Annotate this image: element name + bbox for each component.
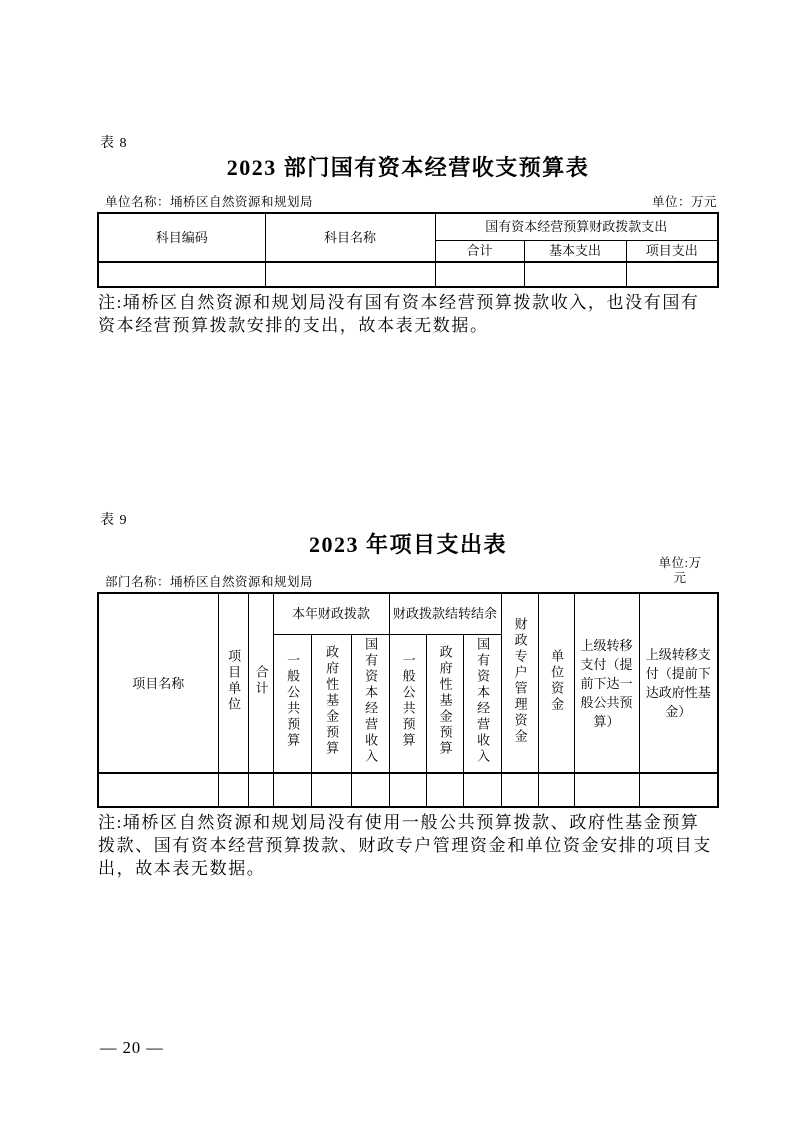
- table8-header-row-1: [98, 213, 718, 240]
- table9-col-current-gov-fund-label: 政府性基金预算: [324, 645, 340, 758]
- table8-col-subject-name: 科目名称: [265, 213, 435, 262]
- table9-empty-cell: [218, 773, 248, 807]
- table9-empty-cell: [574, 773, 639, 807]
- table9-col-total-label: 合计: [253, 665, 269, 697]
- table8-info-line: [105, 192, 717, 210]
- table9-empty-cell: [351, 773, 389, 807]
- table8-col-total: 合计: [435, 240, 524, 262]
- table9-empty-cell: [426, 773, 463, 807]
- table8-empty-cell: [524, 262, 626, 287]
- table9-col-transfer-gov-fund: [639, 593, 718, 773]
- table9-col-carryover-state-capital: [463, 634, 501, 773]
- table9-empty-cell: [98, 773, 218, 807]
- table9-col-transfer-general-label: 上级转移支付（提前下达一般公共预算）: [580, 637, 633, 729]
- table9-col-carryover-state-capital-label: 国有资本经营收入: [475, 637, 491, 766]
- table9-empty-cell: [463, 773, 501, 807]
- table9-col-total: [248, 593, 273, 773]
- table9-empty-cell: [311, 773, 351, 807]
- table8-data-row: [98, 262, 718, 287]
- table9-data-row: [98, 773, 718, 807]
- table9-col-current-gov-fund: [311, 634, 351, 773]
- table9-group-carryover: 财政拨款结转结余: [389, 593, 501, 634]
- table9-col-fiscal-special-account-label: 财政专户管理资金: [512, 617, 528, 745]
- table8-note: 注:埇桥区自然资源和规划局没有国有资本经营预算拨款收入，也没有国有资本经营预算拨款安排的支出，故本表无数据。: [98, 293, 700, 335]
- table8-label: 表 8: [100, 136, 128, 151]
- table9-empty-cell: [389, 773, 426, 807]
- table9-col-carryover-gov-fund: [426, 634, 463, 773]
- table9-col-unit-funds: [538, 593, 574, 773]
- table9-col-current-general-budget: [273, 634, 311, 773]
- table9-empty-cell: [538, 773, 574, 807]
- table8-unit: 单位：万元: [651, 195, 717, 209]
- table8-col-subject-code: 科目编码: [98, 213, 265, 262]
- table9-unit: 单位:万元: [658, 556, 702, 585]
- table8: [97, 212, 719, 288]
- table9-col-transfer-gov-fund-label: 上级转移支付（提前下达政府性基金）: [645, 647, 711, 719]
- table9-header-row-1: [98, 593, 718, 634]
- table8-col-basic-expenditure: 基本支出: [524, 240, 626, 262]
- table8-title: 2023 部门国有资本经营收支预算表: [226, 155, 590, 180]
- table8-empty-cell: [265, 262, 435, 287]
- table9-col-project-unit-label: 项目单位: [226, 649, 242, 713]
- table9-dept-name: 部门名称：埇桥区自然资源和规划局: [105, 575, 314, 589]
- table8-empty-cell: [435, 262, 524, 287]
- table9-col-transfer-general: [574, 593, 639, 773]
- table9-label: 表 9: [100, 513, 128, 528]
- table9-col-carryover-gov-fund-label: 政府性基金预算: [437, 645, 453, 758]
- table9-col-current-general-budget-label: 一般公共预算: [285, 653, 301, 750]
- table8-empty-cell: [626, 262, 718, 287]
- table9-col-carryover-general-budget: [389, 634, 426, 773]
- table8-col-project-expenditure: 项目支出: [626, 240, 718, 262]
- table9-col-unit-funds-label: 单位资金: [549, 649, 565, 713]
- table9-col-carryover-general-budget-label: 一般公共预算: [400, 653, 416, 750]
- table9-empty-cell: [639, 773, 718, 807]
- table9-empty-cell: [248, 773, 273, 807]
- table8-unit-name: 单位名称：埇桥区自然资源和规划局: [105, 195, 314, 209]
- table9-title: 2023 年项目支出表: [308, 532, 507, 557]
- table9: [97, 592, 719, 808]
- table9-col-current-state-capital: [351, 634, 389, 773]
- table9-empty-cell: [273, 773, 311, 807]
- table9-empty-cell: [501, 773, 538, 807]
- table8-group-header: 国有资本经营预算财政拨款支出: [435, 213, 718, 240]
- table9-note: 注:埇桥区自然资源和规划局没有使用一般公共预算拨款、政府性基金预算拨款、国有资本经营预算拨款、财政专户管理资金和单位资金安排的项目支出，故本表无数据。: [98, 813, 712, 878]
- table9-col-fiscal-special-account: [501, 593, 538, 773]
- table9-col-project-name: 项目名称: [98, 593, 218, 773]
- table9-group-current-year: 本年财政拨款: [273, 593, 389, 634]
- page-number: — 20 —: [100, 1038, 164, 1057]
- table9-col-current-state-capital-label: 国有资本经营收入: [363, 637, 379, 766]
- table9-col-project-unit: [218, 593, 248, 773]
- table8-empty-cell: [98, 262, 265, 287]
